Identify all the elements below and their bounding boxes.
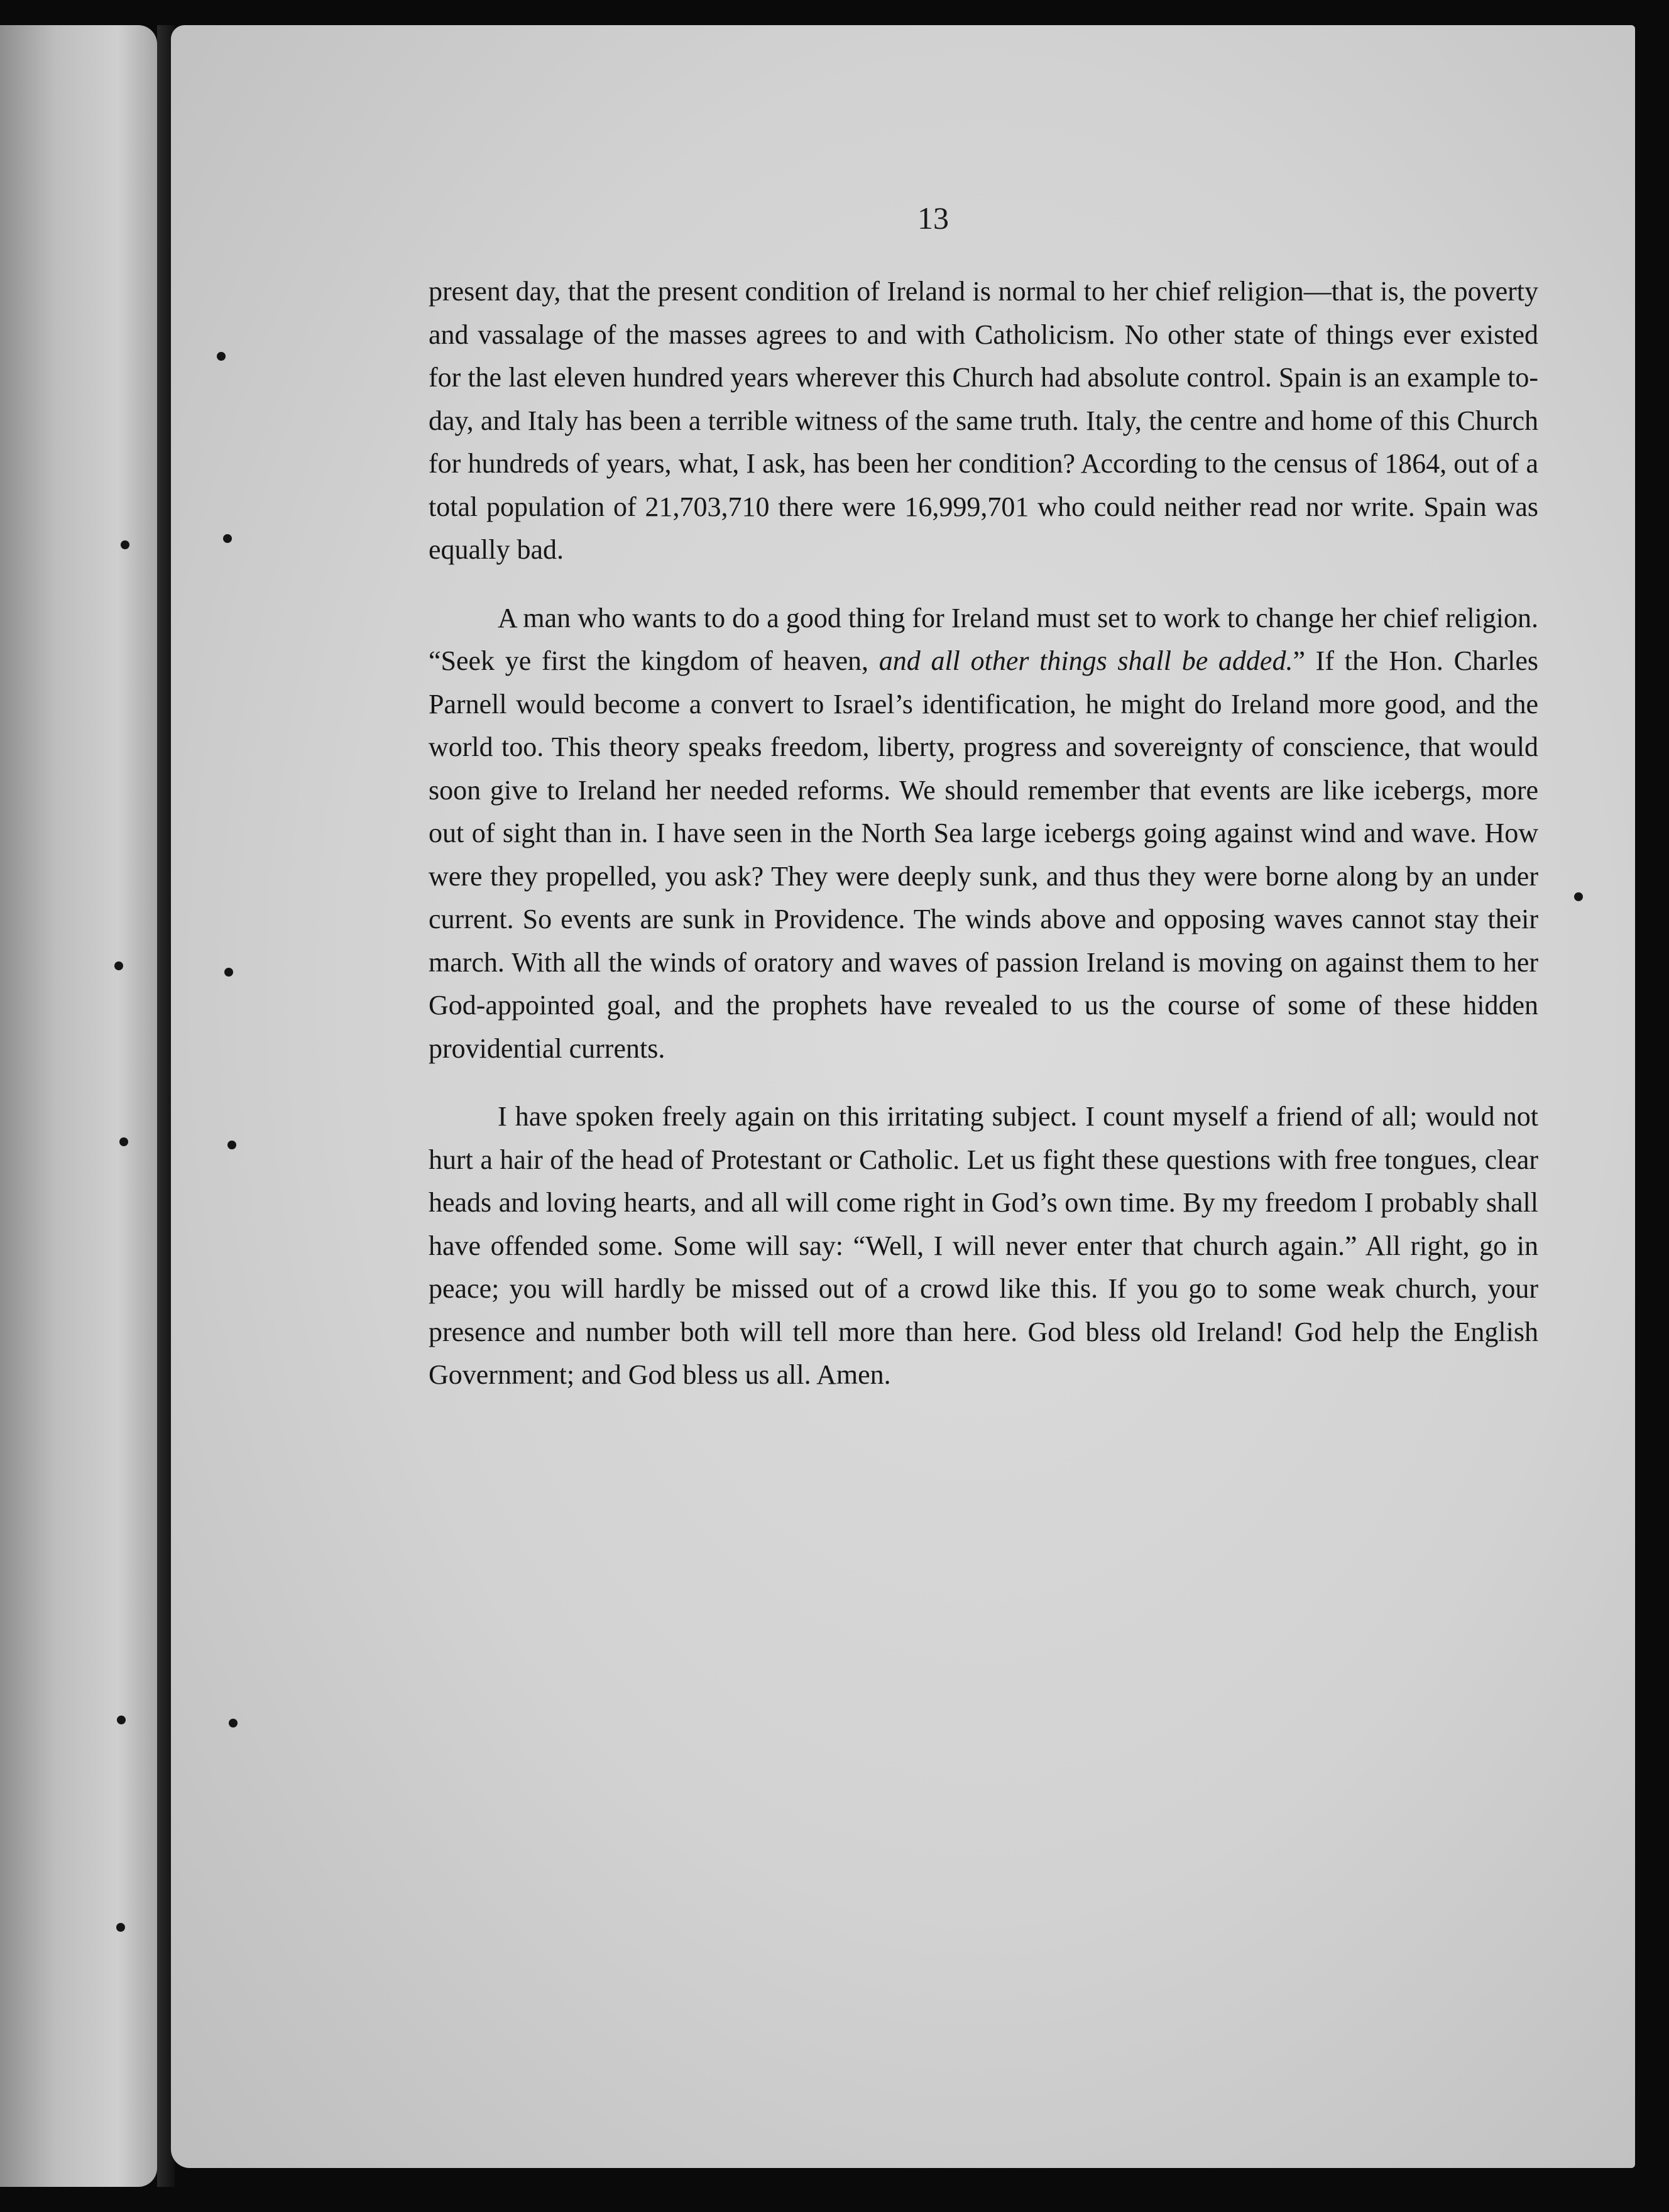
ink-speck: [121, 540, 129, 549]
paragraph-1: present day, that the present condition of Ireland is normal to her chief religion—that is, the poverty and vassalage of the masses agrees to and with Catholicism. No other state of things ever existed for the last eleven hundred years wherever this Church had absolute control. Spain is an example to-day, and Italy has been a terrible witness of the same truth. Italy, the centre and home of this Church for hundreds of years, what, I ask, has been her condition? According to the census of 1864, out of a total population of 21,703,710 there were 16,999,701 who could neither read nor write. Spain was equally bad.: [429, 276, 1538, 565]
ink-speck: [119, 1137, 128, 1146]
ink-speck: [223, 534, 232, 543]
paragraph-2: [429, 597, 1538, 1071]
ink-speck: [224, 968, 233, 977]
ink-speck: [227, 1141, 236, 1149]
page-number: 13: [917, 200, 949, 236]
paragraph-2-start: A man who wants to do a good thing for Ireland must set to work to change her chief religion. “Seek ye first the kingdom of heaven,: [429, 602, 1538, 676]
paragraph-3: I have spoken freely again on this irritating subject. I count myself a friend of all; would not hurt a hair of the head of Protestant or Catholic. Let us fight these questions with free tongues, clear heads and loving hearts, and all will come right in God’s own time. By my freedom I probably shall have offended some. Some will say: “Well, I will never enter that church again.” All right, go in peace; you will hardly be missed out of a crowd like this. If you go to some weak church, your presence and number both will tell more than here. God bless old Ireland! God help the English Government; and God bless us all. Amen.: [429, 1101, 1538, 1390]
body-text: [429, 270, 1538, 1422]
ink-speck: [217, 352, 226, 361]
paragraph-2-end: ” If the Hon. Charles Parnell would become a convert to Israel’s identification, he might do Ireland more good, and the world too. This theory speaks freedom, liberty, progress and sovereignty of conscience, that would soon give to Ireland her needed reforms. We should remember that events are like icebergs, more out of sight than in. I have seen in the North Sea large icebergs going against wind and wave. How were they propelled, you ask? They were deeply sunk, and thus they were borne along by an under current. So events are sunk in Providence. The winds above and opposing waves cannot stay their march. With all the winds of oratory and waves of passion Ireland is moving on against them to her God-appointed goal, and the prophets have revealed to us the course of some of these hidden providential currents.: [429, 645, 1538, 1064]
ink-speck: [1574, 892, 1583, 901]
ink-speck: [229, 1719, 238, 1727]
paragraph-2-italic: and all other things shall be added.: [878, 645, 1293, 676]
ink-speck: [117, 1716, 126, 1724]
ink-speck: [116, 1923, 125, 1932]
ink-speck: [114, 961, 123, 970]
left-page-edge: [0, 25, 157, 2187]
